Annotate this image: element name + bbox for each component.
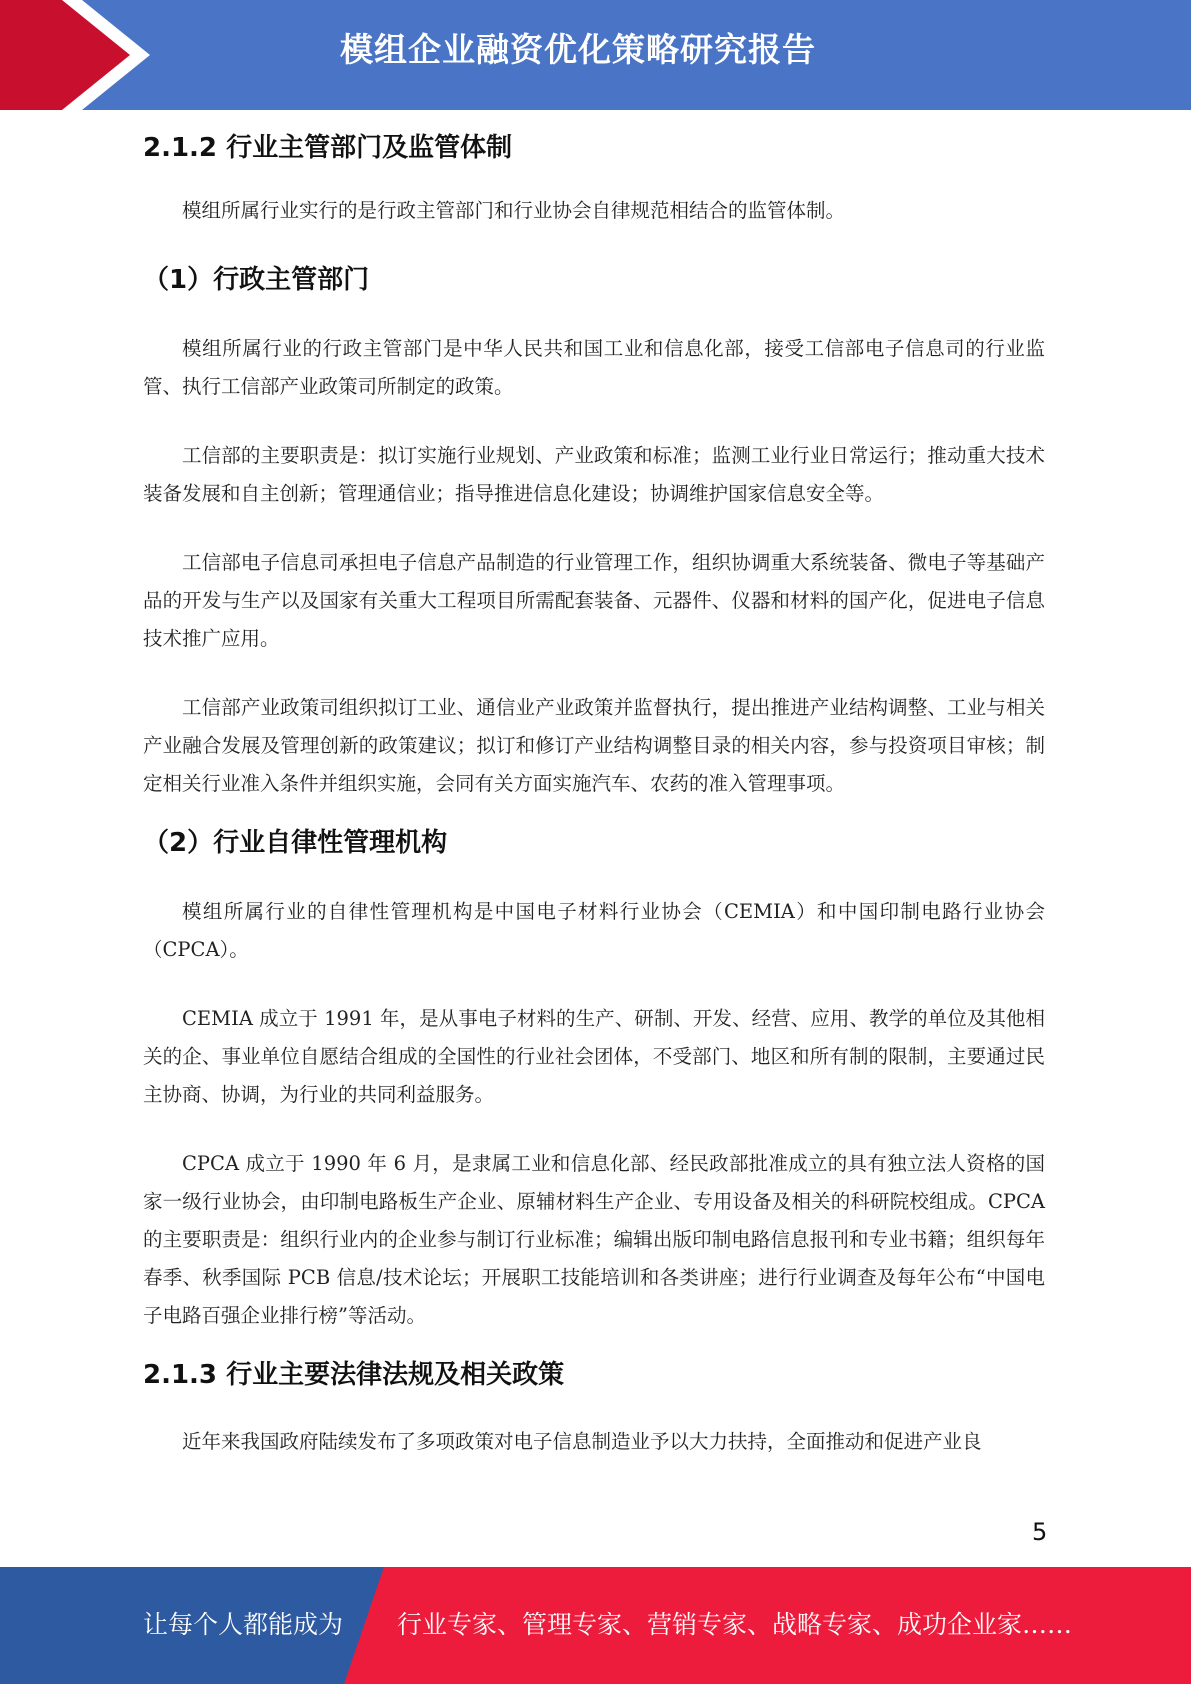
- paragraph: 工信部的主要职责是：拟订实施行业规划、产业政策和标准；监测工业行业日常运行；推动重大技术装备发展和自主创新；管理通信业；指导推进信息化建设；协调维护国家信息安全等。: [143, 444, 1045, 505]
- footer-slogan-left: 让每个人都能成为: [143, 1610, 344, 1639]
- paragraph: 模组所属行业的自律性管理机构是中国电子材料行业协会（CEMIA）和中国印制电路行业协会（CPCA）。: [143, 900, 1045, 961]
- page-number: 5: [1032, 1518, 1048, 1546]
- paragraph: CPCA 成立于 1990 年 6 月，是隶属工业和信息化部、经民政部批准成立的具有独立法人资格的国家一级行业协会，由印制电路板生产企业、原辅材料生产企业、专用设备及相关的科研院校组成。CPCA 的主要职责是：组织行业内的企业参与制订行业标准；编辑出版印制电路信息报刊和专业书籍；组织每年春季、秋季国际 PCB 信息/技术论坛；开展职工技能培训和各类讲座；进行行业调查及每年公布“中国电子电路百强企业排行榜”等活动。: [143, 1152, 1045, 1327]
- paragraph: 模组所属行业的行政主管部门是中华人民共和国工业和信息化部，接受工信部电子信息司的行业监管、执行工信部产业政策司所制定的政策。: [143, 337, 1045, 398]
- paragraph: 工信部产业政策司组织拟订工业、通信业产业政策并监督执行，提出推进产业结构调整、工业与相关产业融合发展及管理创新的政策建议；拟订和修订产业结构调整目录的相关内容，参与投资项目审核；制定相关行业准入条件并组织实施，会同有关方面实施汽车、农药的准入管理事项。: [143, 696, 1045, 795]
- page-header: [0, 0, 1191, 110]
- paragraph: 模组所属行业实行的是行政主管部门和行业协会自律规范相结合的监管体制。: [182, 199, 846, 222]
- subsection-heading-1: （1）行政主管部门: [143, 265, 370, 295]
- paragraph: 工信部电子信息司承担电子信息产品制造的行业管理工作，组织协调重大系统装备、微电子等基础产品的开发与生产以及国家有关重大工程项目所需配套装备、元器件、仪器和材料的国产化，促进电子信息技术推广应用。: [143, 551, 1045, 650]
- paragraph: 近年来我国政府陆续发布了多项政策对电子信息制造业予以大力扶持，全面推动和促进产业良: [182, 1430, 982, 1453]
- paragraph: CEMIA 成立于 1991 年，是从事电子材料的生产、研制、开发、经营、应用、教学的单位及其他相关的企、事业单位自愿结合组成的全国性的行业社会团体，不受部门、地区和所有制的限制，主要通过民主协商、协调，为行业的共同利益服务。: [143, 1007, 1045, 1106]
- header-arrow-decoration: [0, 0, 160, 110]
- section-heading-2-1-2: 2.1.2 行业主管部门及监管体制: [143, 133, 513, 163]
- report-title: 模组企业融资优化策略研究报告: [340, 30, 816, 69]
- section-heading-2-1-3: 2.1.3 行业主要法律法规及相关政策: [143, 1360, 565, 1390]
- footer-slogan-right: 行业专家、管理专家、营销专家、战略专家、成功企业家……: [397, 1610, 1073, 1639]
- page-footer: [0, 1567, 1191, 1684]
- document-body: [143, 128, 1045, 1461]
- subsection-heading-2: （2）行业自律性管理机构: [143, 828, 448, 858]
